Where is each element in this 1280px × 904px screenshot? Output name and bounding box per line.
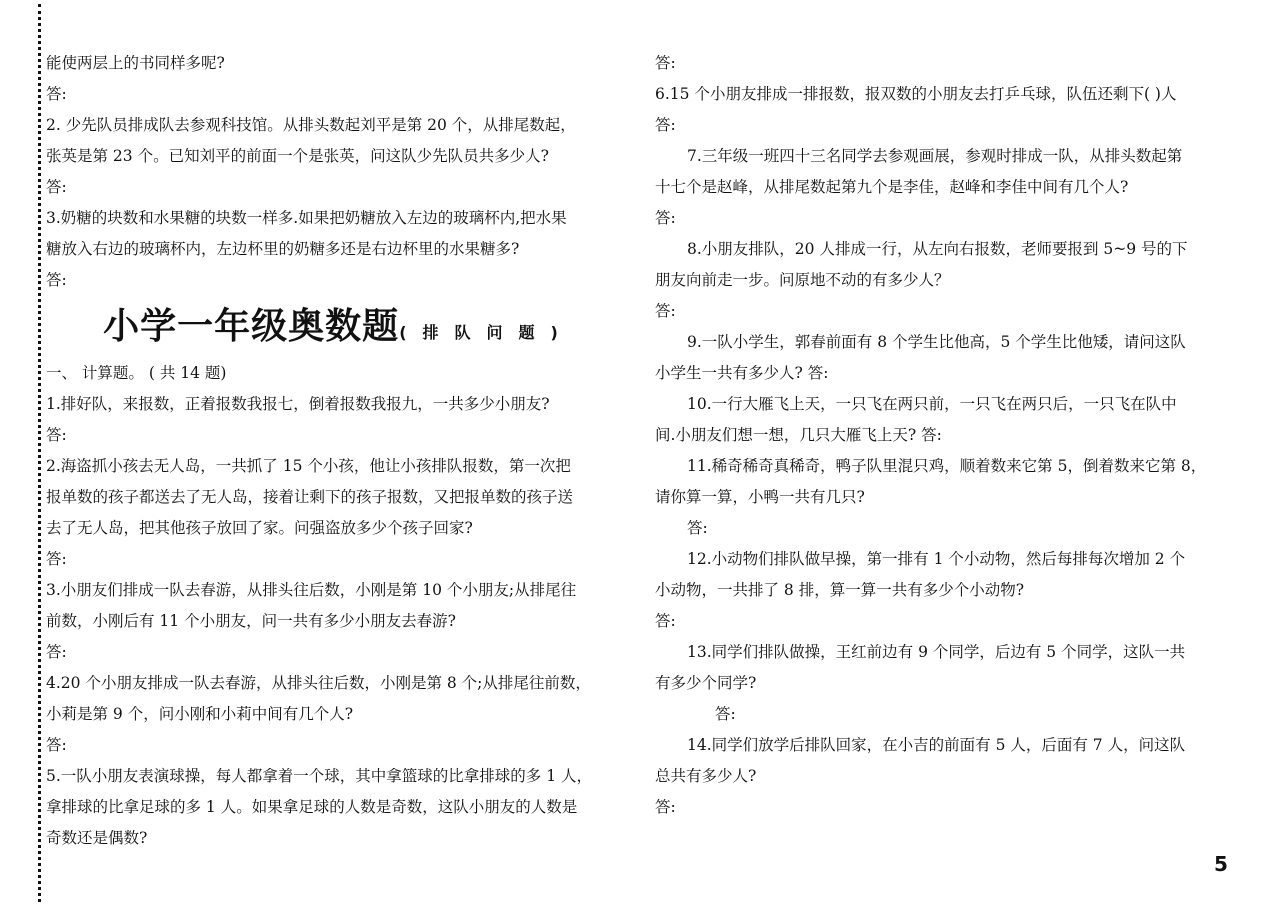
question-line: 报单数的孩子都送去了无人岛，接着让剩下的孩子报数，又把报单数的孩子送	[46, 488, 574, 506]
question-line: 7.三年级一班四十三名同学去参观画展，参观时排成一队，从排头数起第	[687, 147, 1183, 165]
question-line: 10.一行大雁飞上天，一只飞在两只前，一只飞在两只后，一只飞在队中	[687, 395, 1177, 413]
question-line: 2. 少先队员排成队去参观科技馆。从排头数起刘平是第 20 个，从排尾数起，	[46, 116, 576, 134]
text-line: 能使两层上的书同样多呢?	[46, 54, 225, 72]
question-line: 总共有多少人?	[655, 767, 757, 785]
answer-line: 答:	[46, 85, 67, 103]
question-line: 小动物，一共排了 8 排，算一算一共有多少个小动物?	[655, 581, 1025, 599]
answer-line: 答:	[46, 736, 67, 754]
answer-line: 答:	[655, 209, 676, 227]
question-line: 去了无人岛，把其他孩子放回了家。问强盗放多少个孩子回家?	[46, 519, 473, 537]
question-line: 请你算一算，小鸭一共有几只?	[655, 488, 865, 506]
question-line: 3.小朋友们排成一队去春游，从排头往后数，小刚是第 10 个小朋友;从排尾往	[46, 581, 577, 599]
question-line: 拿排球的比拿足球的多 1 人。如果拿足球的人数是奇数，这队小朋友的人数是	[46, 798, 578, 816]
left-column	[46, 48, 631, 854]
binding-margin-dotted-line	[38, 4, 41, 902]
page-number: 5	[1214, 852, 1228, 876]
question-line: 4.20 个小朋友排成一队去春游，从排头往后数，小刚是第 8 个;从排尾往前数，	[46, 674, 591, 692]
answer-line: 答:	[687, 519, 708, 537]
answer-line: 答:	[655, 798, 676, 816]
answer-line: 答:	[46, 178, 67, 196]
answer-line: 答:	[655, 116, 676, 134]
question-line: 间.小朋友们想一想，几只大雁飞上天? 答:	[655, 426, 942, 444]
question-line: 5.一队小朋友表演球操，每人都拿着一个球，其中拿篮球的比拿排球的多 1 人，	[46, 767, 593, 785]
question-line: 朋友向前走一步。问原地不动的有多少人？	[655, 271, 950, 289]
question-line: 小学生一共有多少人? 答:	[655, 364, 829, 382]
question-line: 有多少个同学?	[655, 674, 757, 692]
answer-line: 答:	[715, 705, 736, 723]
question-line: 8.小朋友排队，20 人排成一行，从左向右报数，老师要报到 5~9 号的下	[687, 240, 1188, 258]
right-column	[655, 48, 1240, 823]
question-line: 2.海盗抓小孩去无人岛，一共抓了 15 个小孩，他让小孩排队报数，第一次把	[46, 457, 571, 475]
question-line: 13.同学们排队做操，王红前边有 9 个同学，后边有 5 个同学，这队一共	[687, 643, 1186, 661]
answer-line: 答:	[46, 271, 67, 289]
question-line: 糖放入右边的玻璃杯内，左边杯里的奶糖多还是右边杯里的水果糖多?	[46, 240, 520, 258]
answer-line: 答:	[655, 612, 676, 630]
question-line: 12.小动物们排队做早操，第一排有 1 个小动物，然后每排每次增加 2 个	[687, 550, 1186, 568]
answer-line: 答:	[46, 426, 67, 444]
question-line: 小莉是第 9 个，问小刚和小莉中间有几个人?	[46, 705, 354, 723]
answer-line: 答:	[655, 54, 676, 72]
page-title	[46, 296, 631, 358]
question-line: 3.奶糖的块数和水果糖的块数一样多.如果把奶糖放入左边的玻璃杯内,把水果	[46, 209, 567, 227]
question-line: 6.15 个小朋友排成一排报数，报双数的小朋友去打乒乓球，队伍还剩下( )人	[655, 85, 1177, 103]
title-subtitle: (排队问题)	[399, 323, 574, 342]
answer-line: 答:	[46, 550, 67, 568]
question-line: 1.排好队，来报数，正着报数我报七，倒着报数我报九，一共多少小朋友?	[46, 395, 550, 413]
question-line: 14.同学们放学后排队回家，在小吉的前面有 5 人，后面有 7 人，问这队	[687, 736, 1186, 754]
question-line: 11.稀奇稀奇真稀奇，鸭子队里混只鸡，顺着数来它第 5，倒着数来它第 8，	[687, 457, 1207, 475]
question-line: 张英是第 23 个。已知刘平的前面一个是张英，问这队少先队员共多少人?	[46, 147, 549, 165]
question-line: 十七个是赵峰，从排尾数起第九个是李佳，赵峰和李佳中间有几个人?	[655, 178, 1129, 196]
section-heading: 一、 计算题。 ( 共 14 题)	[46, 364, 227, 382]
title-main: 小学一年级奥数题	[103, 306, 400, 347]
answer-line: 答:	[46, 643, 67, 661]
question-line: 奇数还是偶数?	[46, 829, 148, 847]
question-line: 前数，小刚后有 11 个小朋友，问一共有多少小朋友去春游?	[46, 612, 456, 630]
question-line: 9.一队小学生，郭春前面有 8 个学生比他高，5 个学生比他矮，请问这队	[687, 333, 1186, 351]
answer-line: 答:	[655, 302, 676, 320]
